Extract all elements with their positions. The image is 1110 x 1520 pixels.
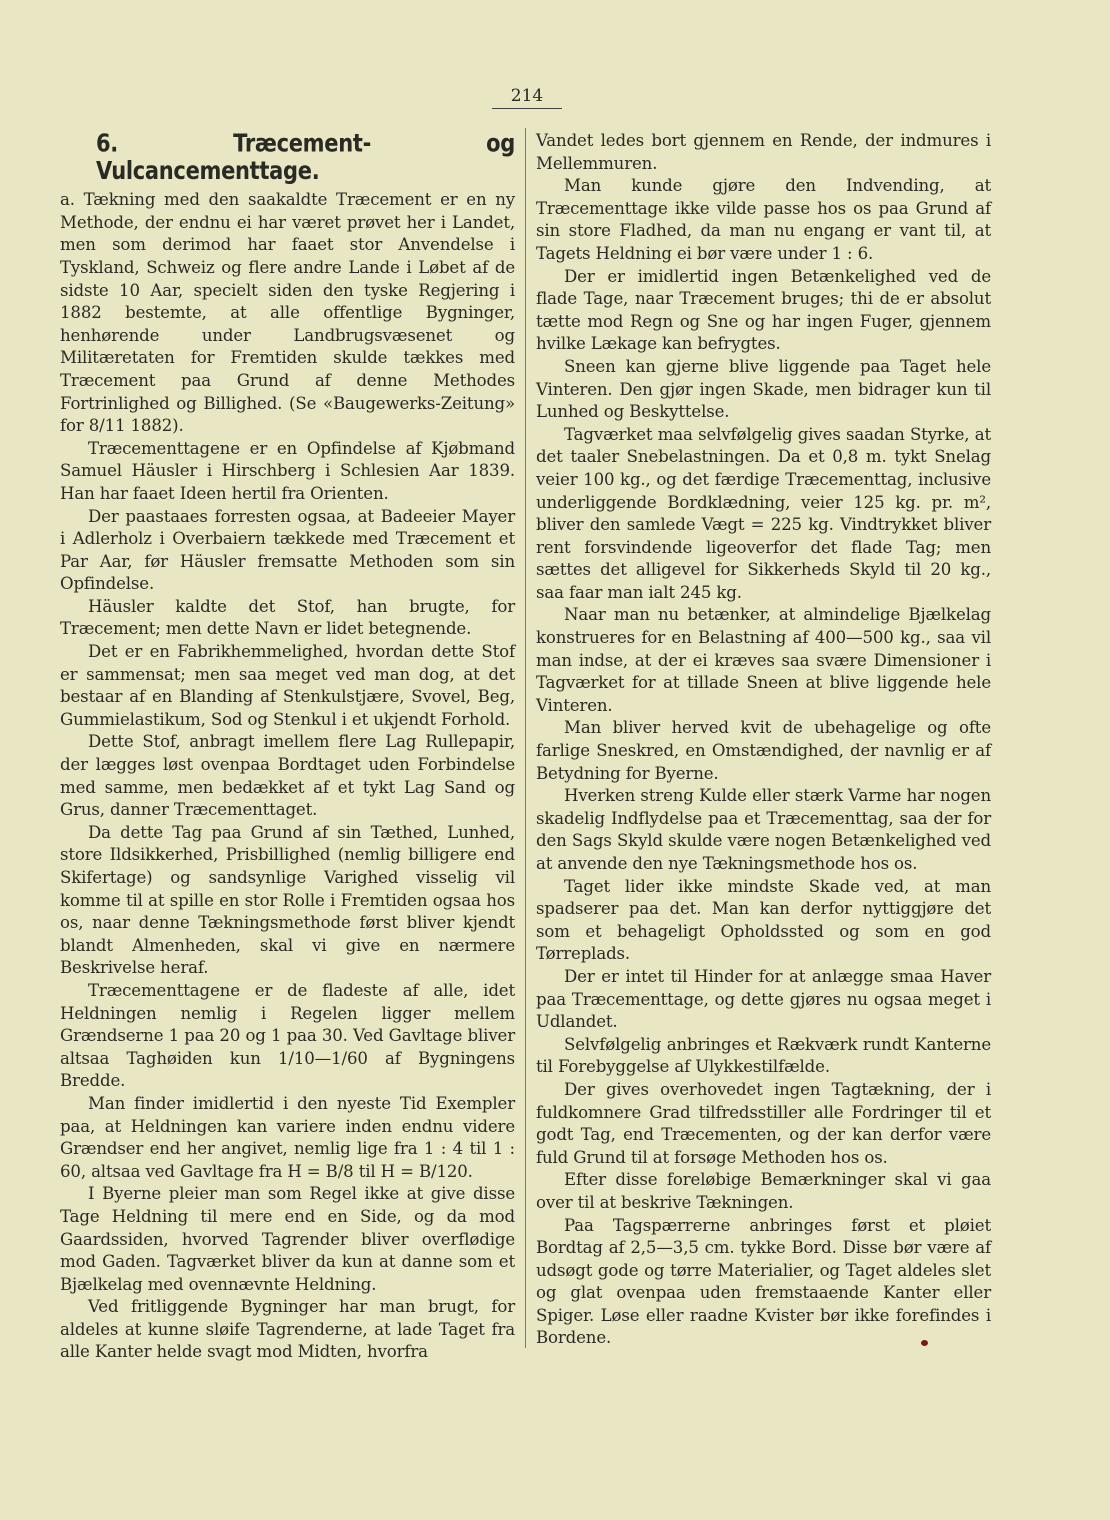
paragraph: Ved fritliggende Bygninger har man brugt, for aldeles at kunne sløife Tagrenderne, at lade Taget fra alle Kanter helde svagt mod Midten, hvorfra <box>60 1297 515 1362</box>
paragraph: Man kunde gjøre den Indvending, at Træcementtage ikke vilde passe hos os paa Grund af sin store Fladhed, da man nu engang er vant til, at Tagets Heldning ei bør være under 1 : 6. <box>536 176 991 263</box>
paragraph: Selvfølgelig anbringes et Rækværk rundt Kanterne til Forebyggelse af Ulykkestilfælde. <box>536 1034 991 1077</box>
paragraph: Efter disse foreløbige Bemærkninger skal vi gaa over til at beskrive Tækningen. <box>536 1170 991 1212</box>
paragraph: Tagværket maa selvfølgelig gives saadan Styrke, at det taaler Snebelastningen. Da et 0,8 m. tykt Snelag veier 100 kg., og det færdige Træcementtag, inclusive underliggende Bordklædning, veier 125 kg. pr. m², bliver den samlede Vægt = 225 kg. Vindtrykket bliver rent forsvindende ligeoverfor det flade Tag; men sættes det alligevel for Sikkerheds Skyld til 20 kg., saa faar man ialt 245 kg. <box>536 424 991 602</box>
paragraph: Der er intet til Hinder for at anlægge smaa Haver paa Træcementtage, og dette gjøres nu ogsaa meget i Udlandet. <box>536 966 991 1032</box>
paragraph: Häusler kaldte det Stof, han brugte, for Træcement; men dette Navn er lidet betegnende. <box>60 596 515 639</box>
paragraph: a. Tækning med den saakaldte Træcement er en ny Methode, der endnu ei har været prøvet her i Landet, men som derimod har faaet stor Anvendelse i Tyskland, Schweiz og flere andre Lande i Løbet af de sidste 10 Aar, specielt siden den tyske Regjering i 1882 bestemte, at alle offentlige Bygninger, henhørende under Landbrugsvæsenet og Militæretaten for Fremtiden skulde tækkes med Træcement paa Grund af denne Methodes Fortrinlighed og Billighed. (Se «Baugewerks-Zeitung» for 8/11 1882). <box>60 190 515 436</box>
paragraph: Paa Tagspærrerne anbringes først et pløiet Bordtag af 2,5—3,5 cm. tykke Bord. Disse bør være af udsøgt gode og tørre Materialier, og Taget aldeles slet og glat ovenpaa uden fremstaaende Kanter eller Spiger. Løse eller raadne Kvister bør ikke forefindes i Bordene. <box>536 1215 991 1348</box>
section-heading: 6. Træcement- og Vulcancementtage. <box>96 128 515 185</box>
paragraph: Sneen kan gjerne blive liggende paa Taget hele Vinteren. Den gjør ingen Skade, men bidrager kun til Lunhed og Beskyttelse. <box>536 356 991 422</box>
paragraph: Man bliver herved kvit de ubehagelige og ofte farlige Sneskred, en Omstændighed, der navnlig er af Betydning for Byerne. <box>536 718 991 783</box>
paragraph: Der gives overhovedet ingen Tagtækning, der i fuldkomnere Grad tilfredsstiller alle Fordringer til et godt Tag, end Træcementen, og der kan derfor være fuld Grund til at forsøge Methoden hos os. <box>536 1079 991 1167</box>
paragraph: Da dette Tag paa Grund af sin Tæthed, Lunhed, store Ildsikkerhed, Prisbillighed (nemlig billigere end Skifertage) og sandsynlige Varighed visselig vil komme til at spille en stor Rolle i Fremtiden ogsaa hos os, naar denne Tækningsmethode først bliver kjendt blandt Almenheden, skal vi give en nærmere Beskrivelse heraf. <box>60 822 515 978</box>
paragraph: I Byerne pleier man som Regel ikke at give disse Tage Heldning til mere end en Side, og da mod Gaardssiden, hvorved Tagrender bliver overflødige mod Gaden. Tagværket bliver da kun at danne som et Bjælkelag med ovennævnte Heldning. <box>60 1184 515 1294</box>
left-column <box>60 130 515 1364</box>
paragraph: Taget lider ikke mindste Skade ved, at man spadserer paa det. Man kan derfor nyttiggjøre det som et behageligt Opholdssted og som en god Tørreplads. <box>536 876 991 964</box>
right-column <box>536 130 991 1350</box>
column-divider <box>525 128 526 1348</box>
paragraph: Der er imidlertid ingen Betænkelighed ved de flade Tage, naar Træcement bruges; thi de er absolut tætte mod Regn og Sne og har ingen Fuger, gjennem hvilke Lækage kan befrygtes. <box>536 266 991 354</box>
ink-spot <box>921 1340 928 1346</box>
paragraph: Der paastaaes forresten ogsaa, at Badeeier Mayer i Adlerholz i Overbaiern tækkede med Træcement et Par Aar, før Häusler fremsatte Methoden som sin Opfindelse. <box>60 506 515 594</box>
paragraph: Hverken streng Kulde eller stærk Varme har nogen skadelig Indflydelse paa et Træcementtag, saa der for den Sags Skyld skulde være nogen Betænkelighed ved at anvende den nye Tækningsmethode hos os. <box>536 786 991 873</box>
paragraph: Naar man nu betænker, at almindelige Bjælkelag konstrueres for en Belastning af 400—500 kg., saa vil man indse, at der ei kræves saa svære Dimensioner i Tagværket for at tillade Sneen at blive liggende hele Vinteren. <box>536 605 991 715</box>
paragraph: Dette Stof, anbragt imellem flere Lag Rullepapir, der lægges løst ovenpaa Bordtaget uden Forbindelse med samme, men bedækket af et tykt Lag Sand og Grus, danner Træcementtaget. <box>60 732 515 820</box>
paragraph: Man finder imidlertid i den nyeste Tid Exempler paa, at Heldningen kan variere inden endnu videre Grændser end her angivet, nemlig lige fra 1 : 4 til 1 : 60, altsaa ved Gavltage fra H = B/8 til H = B/120. <box>60 1093 515 1181</box>
paragraph: Træcementtagene er en Opfindelse af Kjøbmand Samuel Häusler i Hirschberg i Schlesien Aar 1839. Han har faaet Ideen hertil fra Orienten. <box>60 438 515 503</box>
paragraph: Træcementtagene er de fladeste af alle, idet Heldningen nemlig i Regelen ligger mellem Grændserne 1 paa 20 og 1 paa 30. Ved Gavltage bliver altsaa Taghøiden kun 1/10—1/60 af Bygningens Bredde. <box>60 980 515 1091</box>
page-number: 214 <box>492 86 562 109</box>
paragraph: Vandet ledes bort gjennem en Rende, der indmures i Mellemmuren. <box>536 131 991 173</box>
paragraph: Det er en Fabrikhemmelighed, hvordan dette Stof er sammensat; men saa meget ved man dog, at det bestaar af en Blanding af Stenkulstjære, Svovel, Beg, Gummielastikum, Sod og Stenkul i et ukjendt Forhold. <box>60 642 515 729</box>
